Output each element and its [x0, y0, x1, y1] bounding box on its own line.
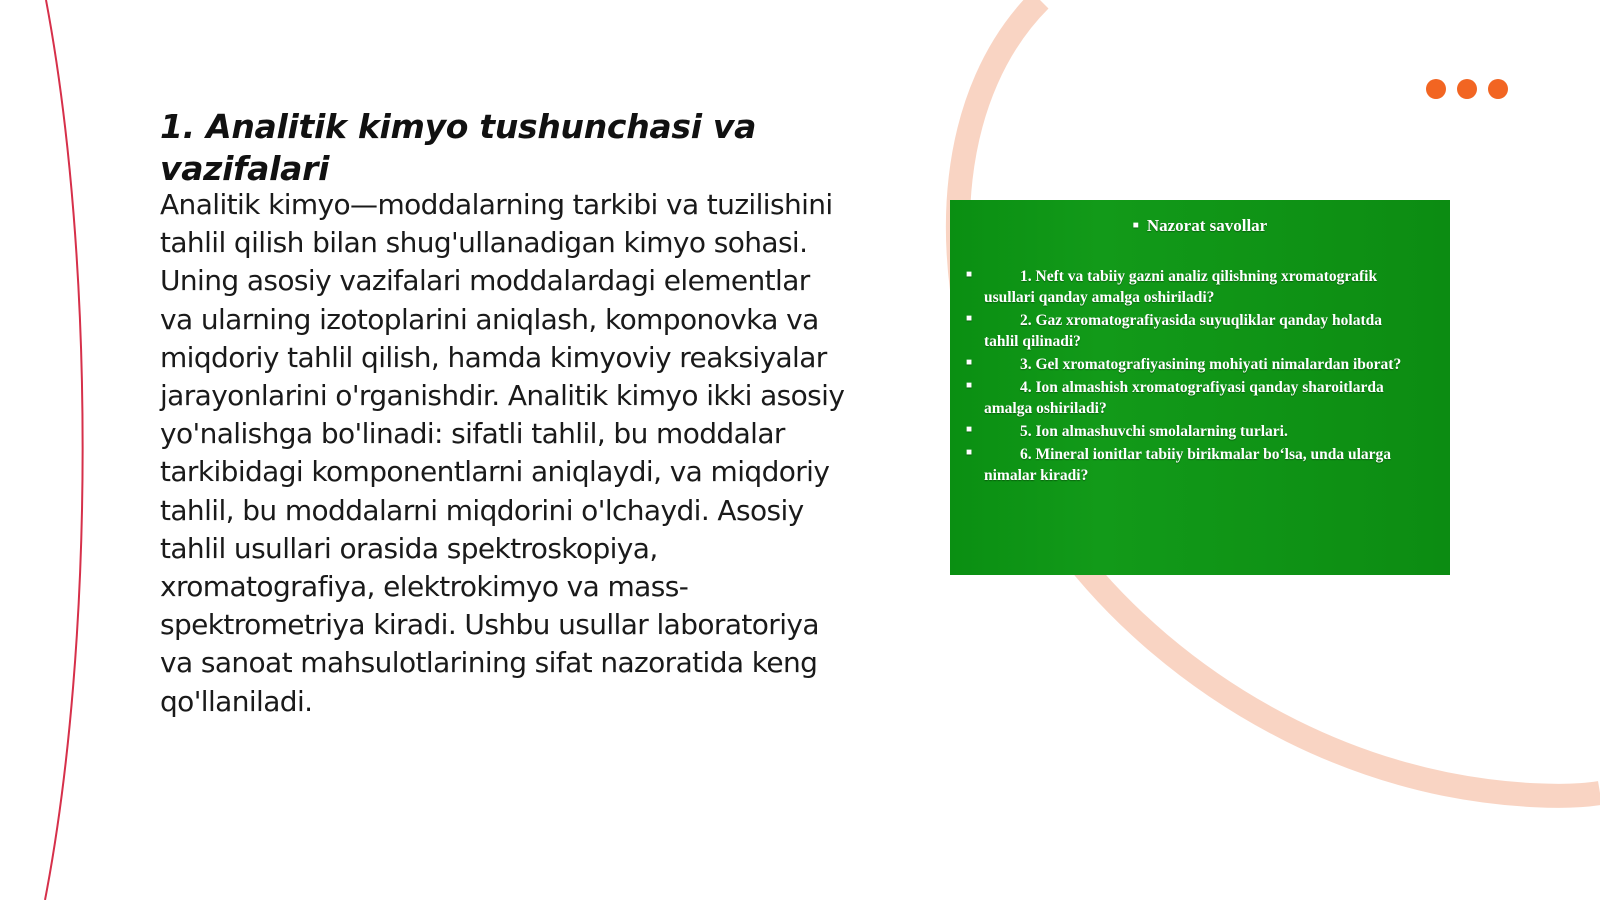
list-item [966, 354, 1416, 375]
accent-dot [1457, 79, 1477, 99]
list-item [966, 266, 1416, 308]
bullet-icon: ■ [966, 357, 973, 368]
accent-dot [1488, 79, 1508, 99]
questions-list [966, 266, 1416, 488]
bullet-icon: ■ [966, 380, 973, 391]
question-text: 6. Mineral ionitlar tabiiy birikmalar bo‘lsa, unda ularga nimalar kiradi? [984, 446, 1392, 484]
list-item [966, 444, 1416, 486]
question-text: 3. Gel xromatografiyasining mohiyati nimalardan iborat? [1020, 356, 1402, 373]
list-item [966, 310, 1416, 352]
question-text: 1. Neft va tabiiy gazni analiz qilishning xromatografik usullari qanday amalga oshiriladi? [984, 268, 1378, 306]
accent-dot [1426, 79, 1446, 99]
question-text: 2. Gaz xromatografiyasida suyuqliklar qanday holatda tahlil qilinadi? [984, 312, 1383, 350]
questions-image [950, 200, 1450, 575]
list-item [966, 421, 1416, 442]
question-text: 5. Ion almashuvchi smolalarning turlari. [1020, 423, 1288, 440]
questions-heading-text: Nazorat savollar [1146, 216, 1268, 235]
slide-title: 1. Analitik kimyo tushunchasi va vazifalari [160, 107, 757, 188]
slide-body-text: Analitik kimyo—moddalarning tarkibi va tuzilishini tahlil qilish bilan shug'ullanadigan kimyo sohasi. Uning asosiy vazifalari moddalardagi elementlar va ularning izotoplarini aniqlash, komponovka va miqdoriy tahlil qilish, hamda kimyoviy reaksiyalar jarayonlarini o'rganishdir. Analitik kimyo ikki asosiy yo'nalishga bo'linadi: sifatli tahlil, bu moddalar tarkibidagi komponentlarni aniqlaydi, va miqdoriy tahlil, bu moddalarni miqdorini o'lchaydi. Asosiy tahlil usullari orasida spektroskopiya, xromatografiya, elektrokimyo va mass-spektrometriya kiradi. Ushbu usullar laboratoriya va sanoat mahsulotlarining sifat nazoratida keng qo'llaniladi. [160, 188, 845, 718]
bullet-icon: ■ [1132, 220, 1139, 231]
bullet-icon: ■ [966, 447, 973, 458]
left-accent-line [45, 0, 83, 900]
bullet-icon: ■ [966, 313, 973, 324]
question-text: 4. Ion almashish xromatografiyasi qanday sharoitlarda amalga oshiriladi? [984, 379, 1384, 417]
bullet-icon: ■ [966, 424, 973, 435]
bullet-icon: ■ [966, 269, 973, 280]
decorative-dots [1426, 79, 1508, 99]
list-item [966, 377, 1416, 419]
questions-heading [950, 216, 1450, 236]
